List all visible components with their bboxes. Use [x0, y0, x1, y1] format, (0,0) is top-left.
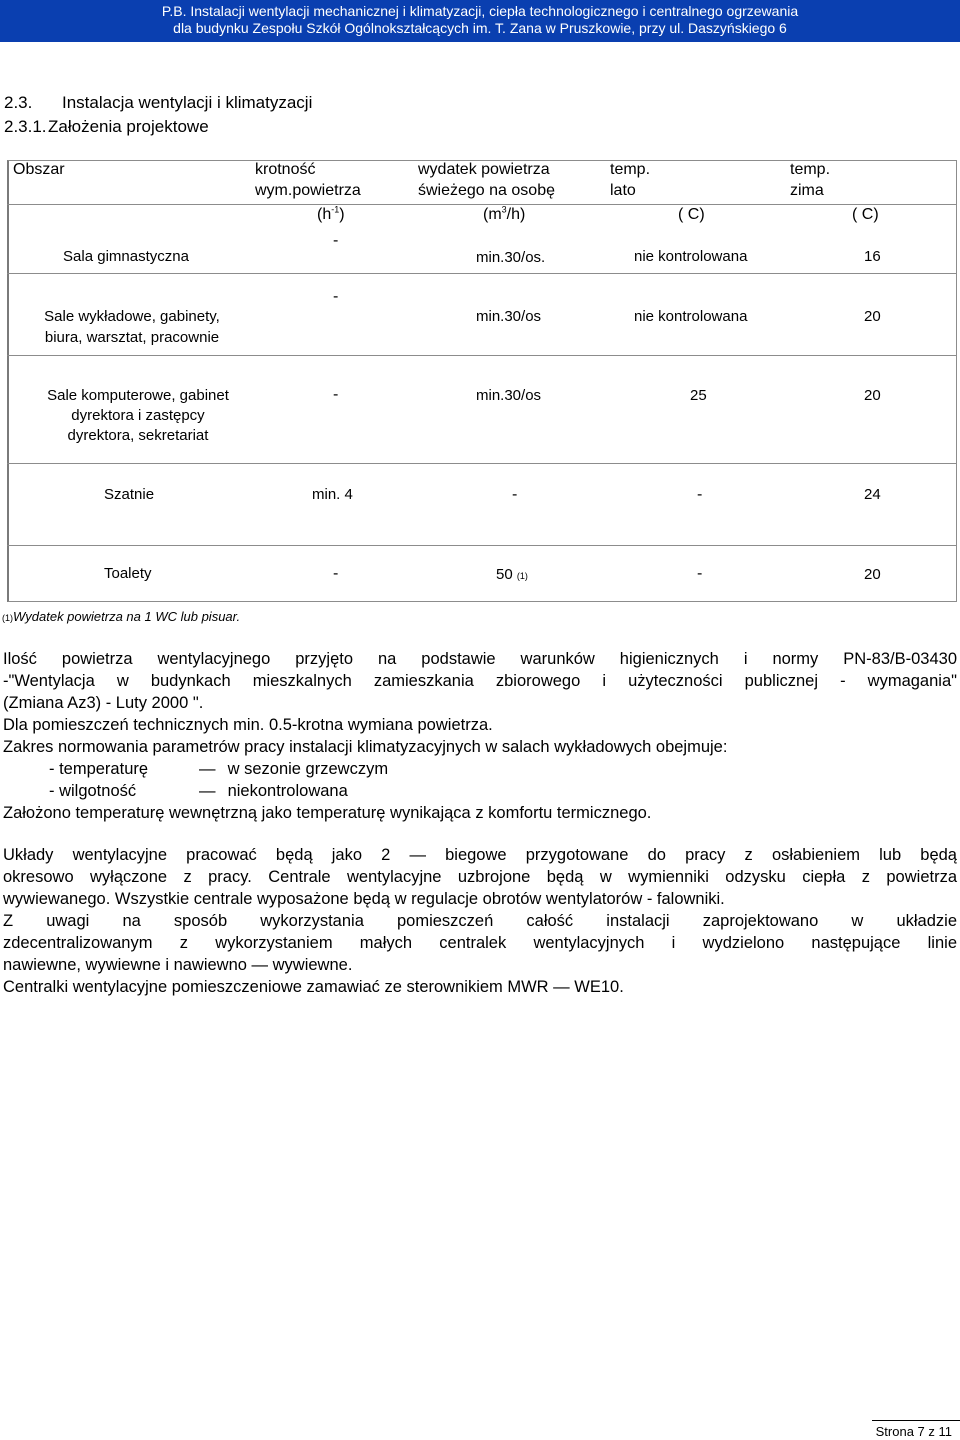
paragraph-2: Dla pomieszczeń technicznych min. 0.5-krotna wymiana powietrza. — [3, 716, 493, 734]
row-5-krotnosc: - — [333, 565, 339, 582]
paragraph-5-line-2: okresowo wyłączone z pracy. Centrale wentylacyjne uzbrojone będą w wymienniki odzysku ciepła z powietrza — [3, 868, 957, 886]
header-line-2: dla budynku Zespołu Szkół Ogólnokształcących im. T. Zana w Pruszkowie, przy ul. Daszyńskiego 6 — [173, 20, 787, 36]
row-1-wydatek: min.30/os. — [476, 249, 546, 266]
paragraph-6-line-2: zdecentralizowanym z wykorzystaniem małych centralek wentylacyjnych i wydzielono następujące linie — [3, 934, 957, 952]
row-2-zima: 20 — [864, 308, 881, 325]
row-5-wydatek: 50 (1) — [496, 566, 528, 583]
header-wydatek-2: świeżego na osobę — [418, 182, 555, 199]
paragraph-3: Zakres normowania parametrów pracy instalacji klimatyzacyjnych w salach wykładowych obejmuje: — [3, 738, 728, 756]
header-lato-1: temp. — [610, 161, 651, 178]
row-2-wydatek: min.30/os — [476, 308, 542, 325]
section-title: Instalacja wentylacji i klimatyzacji — [62, 93, 313, 112]
row-1-area: Sala gimnastyczna — [63, 248, 189, 265]
list-item-temperature: - temperaturę — w sezonie grzewczym — [49, 760, 389, 778]
table-divider — [7, 273, 957, 274]
row-5-area: Toalety — [104, 565, 152, 582]
paragraph-6-line-3: nawiewne, wywiewne i nawiewno — wywiewne. — [3, 956, 353, 974]
paragraph-7: Centralki wentylacyjne pomieszczeniowe zamawiać ze sterownikiem MWR — WE10. — [3, 978, 624, 996]
paragraph-1-line-2: -"Wentylacja w budynkach mieszkalnych zamieszkania zbiorowego i użyteczności publicznej - wymagania" — [3, 672, 957, 690]
footnote-ref: (1) — [516, 571, 528, 581]
row-4-lato: - — [697, 486, 703, 503]
list-item-humidity: - wilgotność — niekontrolowana — [49, 782, 348, 800]
table-divider — [7, 204, 957, 205]
paragraph-4: Założono temperaturę wewnętrzną jako temperaturę wynikająca z komfortu termicznego. — [3, 804, 652, 822]
section-heading-2-3-1 — [4, 117, 209, 137]
row-1-lato: nie kontrolowana — [634, 248, 748, 265]
row-5-lato: - — [697, 565, 703, 582]
table-divider — [7, 355, 957, 356]
header-line-1: P.B. Instalacji wentylacji mechanicznej i klimatyzacji, ciepła technologicznego i centralnego ogrzewania — [161, 3, 799, 19]
row-3-wydatek: min.30/os — [476, 387, 542, 404]
header-area: Obszar — [13, 161, 65, 178]
row-2-area: Sale wykładowe, gabinety, biura, warsztat, pracownie — [44, 308, 220, 346]
header-krotnosc-2: wym.powietrza — [255, 182, 361, 199]
design-parameters-table — [7, 160, 957, 602]
row-4-area: Szatnie — [104, 486, 155, 503]
row-3-zima: 20 — [864, 387, 881, 404]
section-number: 2.3.1. — [4, 117, 47, 136]
paragraph-6-line-1: Z uwagi na sposób wykorzystania pomieszczeń całość instalacji zaprojektowano w układzie — [3, 912, 957, 930]
table-divider — [7, 545, 957, 546]
unit-krotnosc: $(h^{-1})$ — [317, 204, 345, 223]
body-text — [3, 648, 957, 998]
row-4-krotnosc: min. 4 — [312, 486, 353, 503]
row-3-area: Sale komputerowe, gabinet dyrektora i zastępcy dyrektora, sekretariat — [47, 387, 229, 444]
row-4-zima: 24 — [864, 486, 881, 503]
table-divider — [7, 463, 957, 464]
section-title: Założenia projektowe — [48, 117, 209, 136]
row-1-zima: 16 — [864, 248, 881, 265]
paragraph-1-line-1: Ilość powietrza wentylacyjnego przyjęto na podstawie warunków higienicznych i normy PN-83/B-03430 — [3, 650, 957, 668]
unit-wydatek: $(m^3/h)$ — [483, 204, 526, 223]
row-3-lato: 25 — [690, 387, 707, 404]
table-footnote — [2, 609, 240, 624]
header-lato-2: lato — [610, 182, 636, 199]
row-1-krotnosc: - — [333, 232, 339, 249]
unit-zima: ( C) — [852, 206, 879, 223]
document-header — [0, 0, 960, 42]
page-number: Strona 7 z 11 — [875, 1424, 952, 1439]
paragraph-5-line-1: Układy wentylacyjne pracować będą jako 2 — biegowe przygotowane do pracy z osłabieniem lub będą — [3, 846, 957, 864]
section-heading-2-3 — [4, 93, 312, 113]
paragraph-5-line-3: wywiewanego. Wszystkie centrale wyposażone będą w regulacje obrotów wentylatorów - falowniki. — [3, 890, 725, 908]
header-zima-2: zima — [790, 182, 824, 199]
paragraph-1-line-3: (Zmiana Az3) - Luty 2000 ". — [3, 694, 204, 712]
row-3-krotnosc: - — [333, 386, 339, 403]
section-number: 2.3. — [4, 93, 33, 112]
header-zima-1: temp. — [790, 161, 831, 178]
row-2-lato: nie kontrolowana — [634, 308, 748, 325]
footer-rule — [872, 1420, 960, 1421]
row-2-krotnosc: - — [333, 288, 339, 305]
header-wydatek-1: wydatek powietrza — [418, 161, 550, 178]
footnote-mark: (1) — [2, 613, 13, 623]
row-4-wydatek: - — [512, 486, 518, 503]
row-5-zima: 20 — [864, 566, 881, 583]
unit-lato: ( C) — [678, 206, 705, 223]
footnote-text: Wydatek powietrza na 1 WC lub pisuar. — [13, 609, 241, 624]
header-krotnosc-1: krotność — [255, 161, 316, 178]
